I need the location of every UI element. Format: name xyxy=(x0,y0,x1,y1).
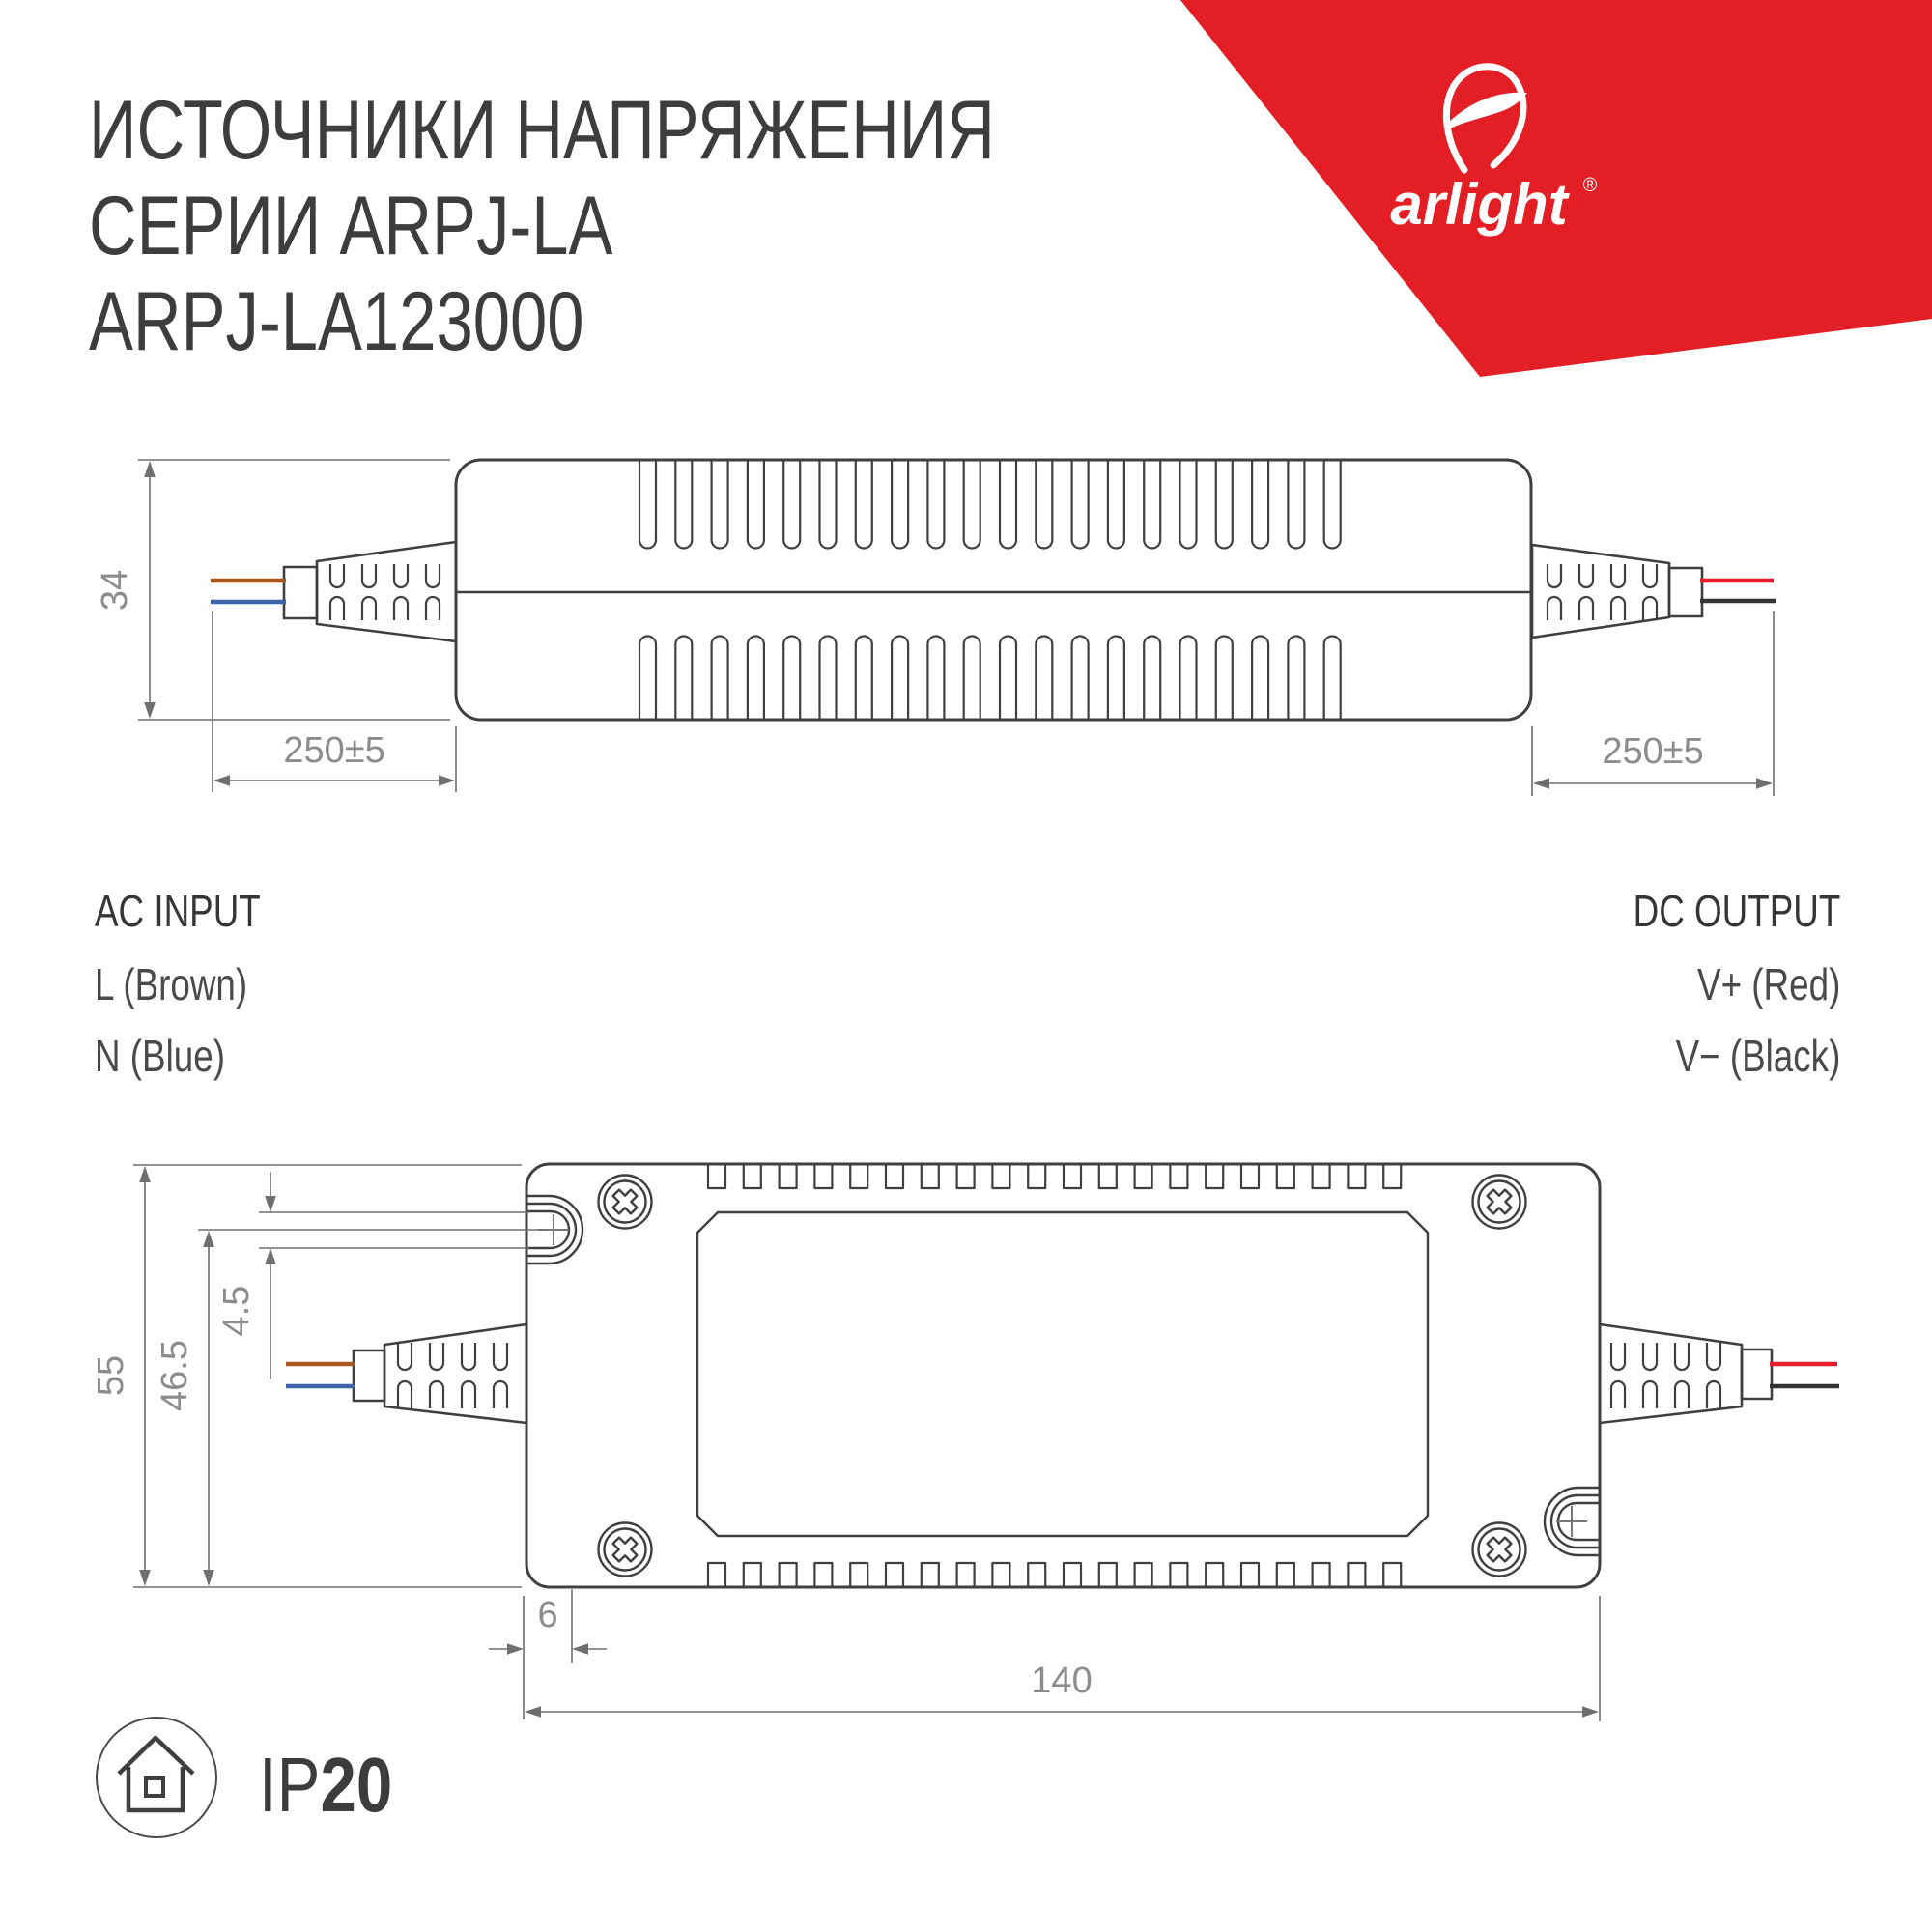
strain-relief xyxy=(284,542,456,641)
vent-slot xyxy=(675,461,692,549)
title-line-2: СЕРИИ ARPJ-LA xyxy=(89,180,613,272)
vent-slot xyxy=(964,461,980,549)
vent-notch xyxy=(1348,1165,1365,1188)
dim-side-height: 34 xyxy=(95,569,135,611)
vent-notch xyxy=(780,1563,797,1586)
dc-minus-label: V− (Black) xyxy=(1675,1031,1840,1081)
vent-slot xyxy=(1036,637,1052,720)
dimension-arrow xyxy=(265,1248,276,1264)
vent-slot xyxy=(1180,461,1197,549)
screw-icon xyxy=(599,1523,652,1577)
vent-notch xyxy=(1064,1563,1081,1586)
ip-rating-prefix: IP xyxy=(259,1742,321,1828)
dimension-arrow xyxy=(139,1570,151,1586)
ip-rating-value: 20 xyxy=(320,1742,393,1828)
cable-boot xyxy=(284,567,317,618)
cable-boot xyxy=(1742,1350,1772,1399)
strain-relief xyxy=(1532,545,1702,638)
vent-notch xyxy=(1383,1165,1401,1188)
vent-slot xyxy=(1144,637,1160,720)
brand-wordmark: arlight xyxy=(1390,172,1568,237)
vent-notch xyxy=(1028,1165,1045,1188)
dimension-arrow xyxy=(525,1706,541,1718)
strain-relief xyxy=(354,1324,526,1423)
dc-output-labels xyxy=(1633,885,1840,1105)
ip-rating xyxy=(259,1741,392,1830)
ac-input-labels xyxy=(95,885,261,1105)
vent-notch xyxy=(1170,1563,1187,1586)
vent-slot xyxy=(1288,637,1304,720)
vent-slot xyxy=(748,461,764,549)
vent-slot xyxy=(783,461,800,549)
vent-notch xyxy=(1313,1563,1330,1586)
vent-notch xyxy=(708,1563,725,1586)
side-body-outline xyxy=(456,460,1531,720)
dim-cable-right: 250±5 xyxy=(1602,731,1704,772)
ac-line-label: L (Brown) xyxy=(95,959,248,1009)
vent-notch xyxy=(708,1165,725,1188)
vent-notch xyxy=(744,1563,761,1586)
vent-notch xyxy=(1135,1165,1152,1188)
vent-slot xyxy=(856,637,872,720)
dc-output-heading: DC OUTPUT xyxy=(1633,886,1840,936)
cable-boot xyxy=(354,1350,384,1401)
vent-slot xyxy=(712,637,728,720)
vent-slot xyxy=(639,637,656,720)
vent-slot xyxy=(820,461,837,549)
top-view xyxy=(286,1164,1839,1587)
vent-notch xyxy=(1099,1563,1117,1586)
vent-slot xyxy=(1252,637,1268,720)
vent-slot xyxy=(748,637,764,720)
dim-slot-center: 46.5 xyxy=(155,1340,195,1411)
vent-notch xyxy=(1206,1563,1223,1586)
vent-notch xyxy=(957,1165,975,1188)
side-view xyxy=(211,460,1776,720)
vent-slot xyxy=(1288,461,1304,549)
vent-notch xyxy=(1348,1563,1365,1586)
dim-slot-width: 4.5 xyxy=(216,1285,257,1337)
mounting-slot-bottom-right xyxy=(1545,1488,1599,1555)
ac-neutral-label: N (Blue) xyxy=(95,1031,225,1081)
vent-notch xyxy=(1170,1165,1187,1188)
vent-slot xyxy=(892,637,908,720)
vent-notch xyxy=(1206,1165,1223,1188)
dim-body-length: 140 xyxy=(1031,1661,1093,1701)
page-title xyxy=(89,83,995,370)
vent-notch xyxy=(922,1563,939,1586)
vent-notch xyxy=(814,1563,832,1586)
screw-icon xyxy=(1473,1176,1526,1229)
dimension-arrow xyxy=(203,1570,214,1586)
vent-slot xyxy=(1216,637,1233,720)
registered-mark: ® xyxy=(1582,175,1598,196)
vent-notch xyxy=(780,1165,797,1188)
vent-notch xyxy=(1241,1165,1259,1188)
top-cover-plate xyxy=(697,1212,1428,1536)
dimension-arrow xyxy=(1533,778,1549,789)
vent-slot xyxy=(927,461,944,549)
vent-notch xyxy=(1277,1563,1294,1586)
vent-notch xyxy=(814,1165,832,1188)
screw-icon xyxy=(1473,1523,1526,1577)
vent-slot xyxy=(1108,637,1124,720)
vent-notch xyxy=(957,1563,975,1586)
dimension-arrow xyxy=(439,775,455,786)
vent-slot xyxy=(1072,637,1089,720)
vent-slot xyxy=(1000,637,1016,720)
vent-slot xyxy=(1108,461,1124,549)
vent-notch xyxy=(992,1563,1009,1586)
top-body-outline xyxy=(526,1164,1600,1587)
vent-notch xyxy=(1277,1165,1294,1188)
screw-icon xyxy=(599,1176,652,1229)
ip20-house-icon xyxy=(97,1718,216,1837)
vent-slot xyxy=(1072,461,1089,549)
cable-boot xyxy=(1669,568,1702,616)
vent-notch xyxy=(1099,1165,1117,1188)
vent-slot xyxy=(892,461,908,549)
vent-notch xyxy=(992,1165,1009,1188)
dimension-arrow xyxy=(203,1231,214,1247)
vent-slot xyxy=(1324,637,1341,720)
ac-input-heading: AC INPUT xyxy=(95,886,261,936)
vent-notch xyxy=(850,1563,867,1586)
dimension-arrow xyxy=(507,1643,524,1655)
vent-notch xyxy=(886,1563,903,1586)
dimension-annotations xyxy=(91,460,1774,1721)
vent-slot xyxy=(1144,461,1160,549)
vent-notch xyxy=(744,1165,761,1188)
vent-slot xyxy=(964,637,980,720)
vent-slot xyxy=(820,637,837,720)
dim-cable-left: 250±5 xyxy=(283,730,385,771)
title-line-3: ARPJ-LA123000 xyxy=(89,275,584,368)
vent-slot xyxy=(1180,637,1197,720)
vent-slot xyxy=(783,637,800,720)
vent-slot xyxy=(1036,461,1052,549)
title-line-1: ИСТОЧНИКИ НАПРЯЖЕНИЯ xyxy=(89,84,995,177)
vent-slot xyxy=(639,461,656,549)
vent-slot xyxy=(675,637,692,720)
dimension-arrow xyxy=(265,1196,276,1212)
vent-notch xyxy=(1241,1563,1259,1586)
dimension-arrow xyxy=(1582,1706,1599,1718)
dc-plus-label: V+ (Red) xyxy=(1696,959,1840,1009)
vent-notch xyxy=(1313,1165,1330,1188)
vent-slot xyxy=(927,637,944,720)
dimension-arrow xyxy=(572,1643,588,1655)
strain-relief xyxy=(1600,1324,1772,1423)
dimension-arrow xyxy=(144,702,156,719)
vent-notch xyxy=(1135,1563,1152,1586)
dimension-arrow xyxy=(213,775,230,786)
vent-notch xyxy=(1383,1563,1401,1586)
vent-slot xyxy=(1324,461,1341,549)
vent-notch xyxy=(886,1165,903,1188)
vent-slot xyxy=(712,461,728,549)
vent-notch xyxy=(1064,1165,1081,1188)
dimension-arrow xyxy=(1756,778,1773,789)
vent-notch xyxy=(1028,1563,1045,1586)
dim-top-height: 55 xyxy=(91,1354,131,1397)
vent-slot xyxy=(1252,461,1268,549)
vent-slot xyxy=(1216,461,1233,549)
vent-notch xyxy=(850,1165,867,1188)
dimension-arrow xyxy=(144,461,156,477)
vent-notch xyxy=(922,1165,939,1188)
vent-slot xyxy=(856,461,872,549)
dimension-arrow xyxy=(139,1166,151,1182)
dim-tab-offset: 6 xyxy=(537,1595,558,1635)
vent-slot xyxy=(1000,461,1016,549)
